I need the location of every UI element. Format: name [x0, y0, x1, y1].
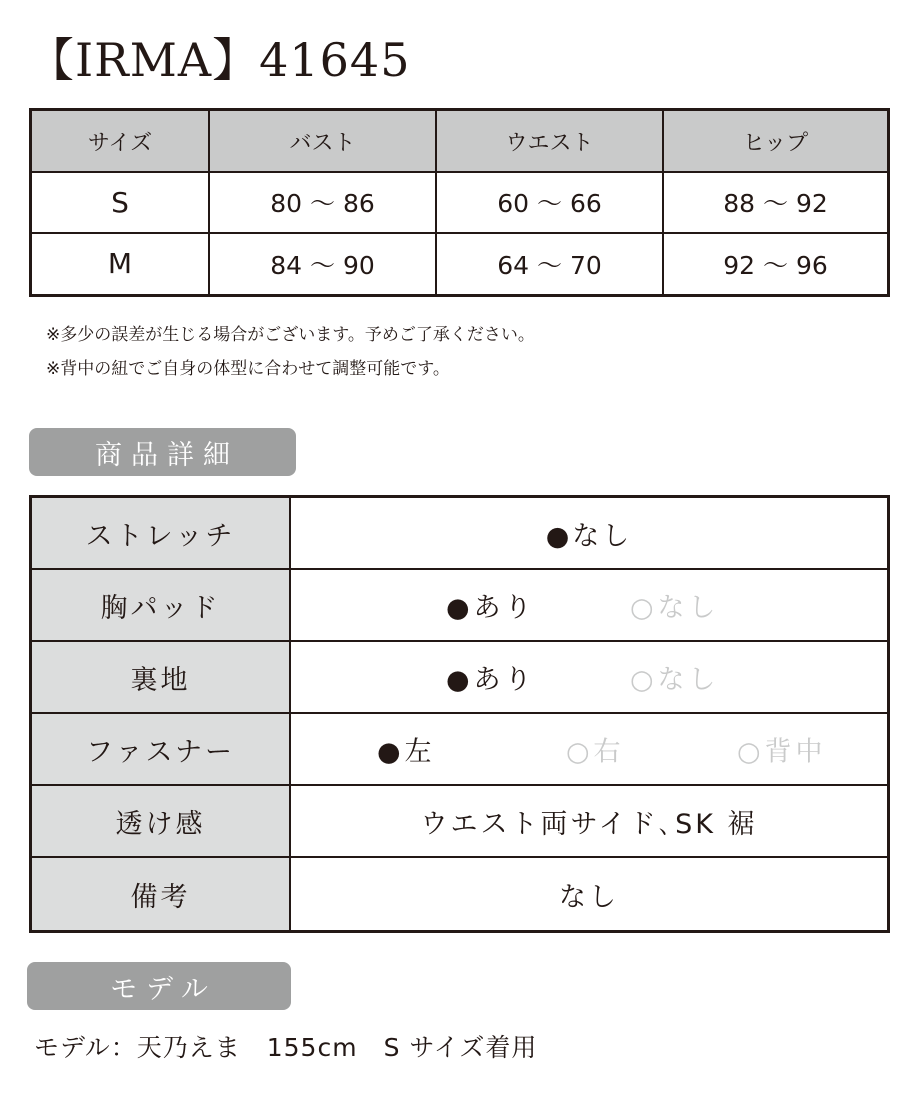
model-info: モデル：天乃えま 155cm S サイズ着用: [34, 1033, 538, 1062]
fastener-right: ○右: [566, 736, 625, 768]
details-heading: 商品詳細: [29, 428, 296, 476]
note-adjustable: ※背中の紐でご自身の体型に合わせて調整可能です。: [46, 359, 450, 379]
chest-pad-unselected: ○なし: [630, 592, 720, 624]
waist-cell-s: 60 〜 66: [437, 173, 664, 234]
model-heading: モデル: [27, 962, 291, 1010]
remarks-value: なし: [559, 881, 619, 913]
lining-selected: ●あり: [446, 664, 536, 696]
sheerness-label: 透け感: [32, 786, 291, 858]
stretch-value: ●なし: [291, 498, 887, 570]
chest-pad-selected: ●あり: [446, 592, 536, 624]
fastener-back: ○背中: [737, 736, 827, 768]
lining-value: [291, 642, 887, 714]
remarks-label: 備考: [32, 858, 291, 930]
hip-cell-s: 88 〜 92: [664, 173, 887, 234]
size-cell-m: M: [32, 234, 210, 295]
lining-label: 裏地: [32, 642, 291, 714]
bust-cell-s: 80 〜 86: [210, 173, 437, 234]
size-header-hip: ヒップ: [664, 111, 887, 173]
chest-pad-label: 胸パッド: [32, 570, 291, 642]
size-cell-s: S: [32, 173, 210, 234]
fastener-label: ファスナー: [32, 714, 291, 786]
size-table: [29, 108, 890, 297]
size-header-size: サイズ: [32, 111, 210, 173]
details-table: [29, 495, 890, 933]
sheerness-value: ウエスト両サイド､SK 裾: [291, 786, 887, 858]
hip-cell-m: 92 〜 96: [723, 250, 828, 280]
bust-cell-m: 84 〜 90: [210, 234, 437, 295]
note-tolerance: ※多少の誤差が生じる場合がございます。予めご了承ください。: [46, 325, 535, 345]
chest-pad-value: [291, 570, 887, 642]
lining-unselected: ○なし: [630, 664, 720, 696]
stretch-label: ストレッチ: [32, 498, 291, 570]
size-header-waist: ウエスト: [437, 111, 664, 173]
size-header-bust: バスト: [210, 111, 437, 173]
fastener-value: [291, 714, 887, 786]
waist-cell-m: 64 〜 70: [437, 234, 664, 295]
product-title: 【IRMA】41645: [28, 33, 411, 87]
size-notes: [46, 318, 535, 386]
fastener-left: ●左: [377, 736, 436, 768]
